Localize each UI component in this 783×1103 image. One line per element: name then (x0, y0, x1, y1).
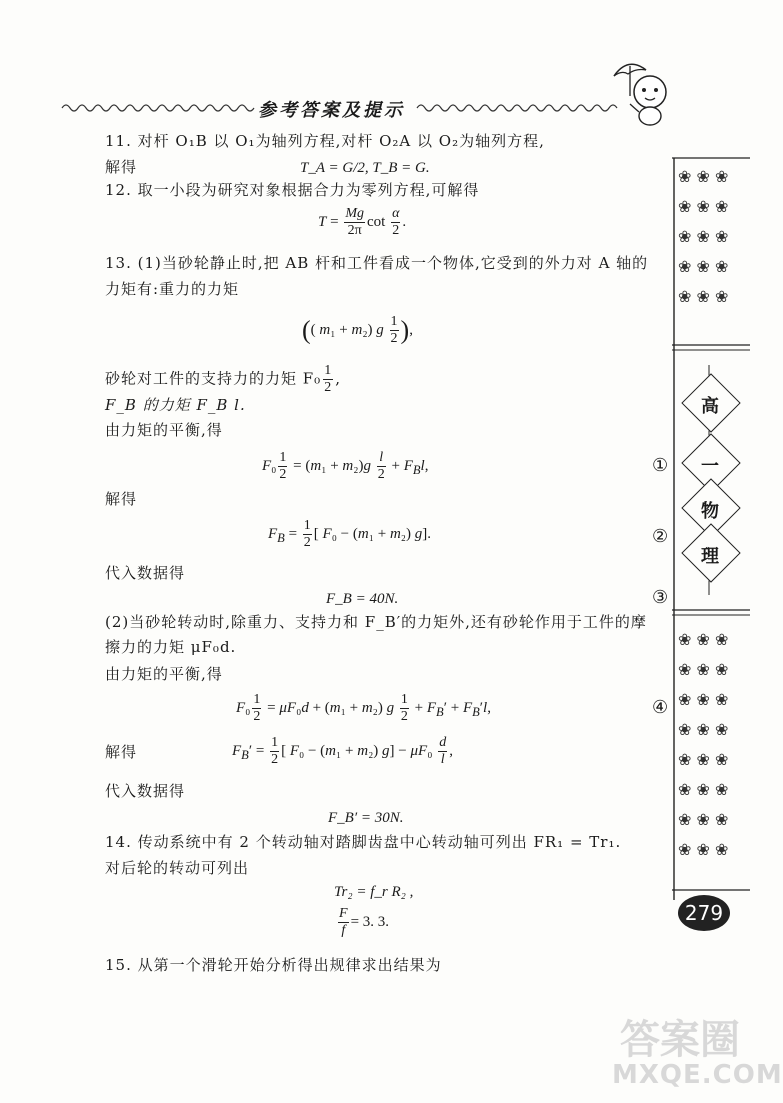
flower-icon: ❀ ❀ ❀ (678, 197, 729, 216)
p13-sub1: 代入数据得 (105, 564, 186, 582)
p11-solve: 解得 (105, 158, 138, 176)
p14-eq2-value: = 3. 3. (350, 914, 390, 931)
p12-line1: 12. 取一小段为研究对象根据合力为零列方程,可解得 (105, 181, 480, 199)
sidebar-decoration (672, 140, 750, 910)
p13-equation2: $F_B$ = $\frac{1}{2}$ [ F₀ − (m₁ + m₂) g]. (268, 518, 432, 551)
mascot-umbrella-icon (608, 48, 678, 128)
p13-equation1: F₀ $\frac{1}{2}$ = (m₁ + m₂)g $\frac{l}{2}$ + $F_Bl$, (262, 450, 429, 483)
flower-icon: ❀ ❀ ❀ (678, 167, 729, 186)
p12-equation: T = $\frac{Mg}{2\pi}$ cot $\frac{\alpha}{2}$ . (318, 206, 407, 239)
flower-icon: ❀ ❀ ❀ (678, 690, 729, 709)
watermark-logo: 答案圈 (620, 1017, 740, 1063)
p13-equation5: $F_B'$ = $\frac{1}{2}$ [ F₀ − (m₁ + m₂) g] − μF₀ $\frac{d}{l}$ , (232, 735, 453, 768)
p13-sub2: 代入数据得 (105, 782, 186, 800)
p13-line3: 砂轮对工件的支持力的力矩 F₀ $\frac{1}{2}$ , (105, 363, 341, 396)
p13-part2-line1: (2)当砂轮转动时,除重力、支持力和 F_B′的力矩外,还有砂轮作用于工件的摩 (105, 613, 647, 631)
p15-line1: 15. 从第一个滑轮开始分析得出规律求出结果为 (105, 956, 442, 974)
p13-line2: 力矩有:重力的力矩 (105, 280, 240, 298)
flower-icon: ❀ ❀ ❀ (678, 810, 729, 829)
p14-eq1: Tr₂ = f_r R₂ , (334, 884, 414, 900)
p13-solve1: 解得 (105, 490, 138, 508)
flower-icon: ❀ ❀ ❀ (678, 660, 729, 679)
flower-icon: ❀ ❀ ❀ (678, 720, 729, 739)
p13-part2-line2: 擦力的力矩 μF₀d. (105, 638, 237, 656)
flower-icon: ❀ ❀ ❀ (678, 287, 729, 306)
p13-res2: F_B′ = 30N. (328, 810, 404, 826)
p14-line2: 对后轮的转动可列出 (105, 859, 250, 877)
p14-line1: 14. 传动系统中有 2 个转动轴对踏脚齿盘中心转动轴可列出 FR₁ = Tr₁. (105, 833, 622, 851)
page-number: 279 (678, 895, 730, 931)
p13-gravity-torque: (( m₁ + m₂) g $\frac{1}{2}$ ), (302, 314, 413, 347)
p11-result: T_A = G/2, T_B = G. (300, 160, 430, 176)
flower-icon: ❀ ❀ ❀ (678, 780, 729, 799)
p13-line4: F_B 的力矩 F_B l. (105, 396, 246, 414)
p13-line5: 由力矩的平衡,得 (105, 421, 223, 439)
flower-icon: ❀ ❀ ❀ (678, 630, 729, 649)
p13-line3-text: 砂轮对工件的支持力的力矩 F₀ (105, 369, 322, 388)
flower-icon: ❀ ❀ ❀ (678, 227, 729, 246)
p13-line1: 13. (1)当砂轮静止时,把 AB 杆和工件看成一个物体,它受到的外力对 A 轴的 (105, 254, 649, 272)
marker-3: ③ (652, 587, 669, 608)
sidebar-label-4: 理 (701, 546, 719, 567)
flower-icon: ❀ ❀ ❀ (678, 750, 729, 769)
p13-part2-line3: 由力矩的平衡,得 (105, 665, 223, 683)
flower-icon: ❀ ❀ ❀ (678, 257, 729, 276)
p14-eq2: $\frac{F}{f}$ = 3. 3. (339, 906, 390, 939)
sidebar-label-1: 高 (701, 396, 719, 417)
sidebar-label-3: 物 (701, 501, 719, 522)
sidebar-label-2: 一 (701, 456, 719, 477)
p13-res1: F_B = 40N. (326, 591, 399, 607)
p11-line1: 11. 对杆 O₁B 以 O₁为轴列方程,对杆 O₂A 以 O₂为轴列方程, (105, 132, 545, 150)
header-title: 参考答案及提示 (258, 100, 405, 121)
marker-4: ④ (652, 697, 669, 718)
p13-equation4: F₀ $\frac{1}{2}$ = μF₀d + (m₁ + m₂) g $\frac{1}{2}$ + $F_B' + F_B'l$, (236, 692, 491, 725)
p13-solve2: 解得 (105, 743, 138, 761)
marker-1: ① (652, 455, 669, 476)
flower-icon: ❀ ❀ ❀ (678, 840, 729, 859)
marker-2: ② (652, 526, 669, 547)
watermark-url: MXQE.COM (612, 1060, 783, 1090)
